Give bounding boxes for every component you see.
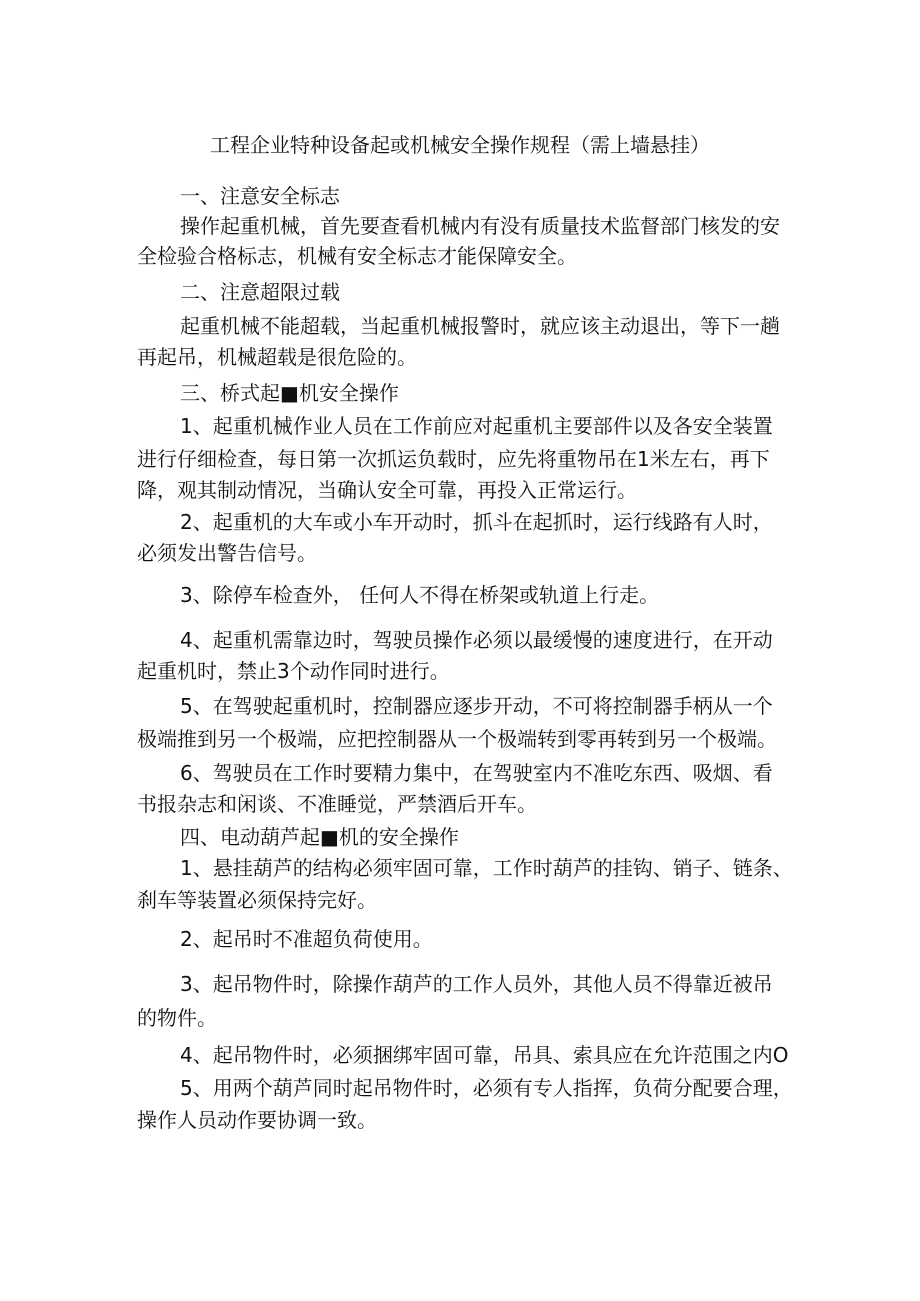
paragraph-line: 4、起重机需靠边时，驾驶员操作必须以最缓慢的速度进行，在开动 — [180, 628, 773, 652]
section-heading-3: 三、桥式起■机安全操作 — [180, 381, 399, 405]
paragraph-line: 刹车等装置必须保持完好。 — [137, 888, 377, 912]
paragraph-line: 起重机械不能超载，当起重机械报警时，就应该主动退出，等下一趟 — [180, 314, 780, 338]
paragraph-line: 4、起吊物件时，必须捆绑牢固可靠，吊具、索具应在允许范围之内O — [180, 1043, 789, 1067]
paragraph-line: 5、用两个葫芦同时起吊物件时，必须有专人指挥，负荷分配要合理， — [180, 1076, 793, 1100]
section-heading-2: 二、注意超限过载 — [180, 280, 340, 304]
paragraph-line: 的物件。 — [137, 1006, 217, 1030]
paragraph-line: 全检验合格标志，机械有安全标志才能保障安全。 — [137, 244, 577, 268]
paragraph-line: 5、在驾驶起重机时，控制器应逐步开动，不可将控制器手柄从一个 — [180, 694, 773, 718]
paragraph-line: 6、驾驶员在工作时要精力集中，在驾驶室内不准吃东西、吸烟、看 — [180, 761, 773, 785]
paragraph-line: 降，观其制动情况，当确认安全可靠，再投入正常运行。 — [137, 478, 637, 502]
paragraph-line: 极端推到另一个极端，应把控制器从一个极端转到零再转到另一个极端。 — [137, 727, 777, 751]
paragraph-line: 书报杂志和闲谈、不准睡觉，严禁酒后开车。 — [137, 792, 537, 816]
paragraph-line: 操作起重机械，首先要查看机械内有没有质量技术监督部门核发的安 — [180, 214, 780, 238]
paragraph-line: 3、除停车检查外， 任何人不得在桥架或轨道上行走。 — [180, 583, 660, 607]
paragraph-line: 2、起重机的大车或小车开动时，抓斗在起抓时，运行线路有人时， — [180, 510, 773, 534]
section-heading-1: 一、注意安全标志 — [180, 184, 340, 208]
paragraph-line: 再起吊，机械超载是很危险的。 — [137, 345, 417, 369]
paragraph-line: 3、起吊物件时，除操作葫芦的工作人员外，其他人员不得靠近被吊 — [180, 972, 773, 996]
paragraph-line: 2、起吊时不准超负荷使用。 — [180, 927, 433, 951]
paragraph-line: 起重机时，禁止3个动作同时进行。 — [137, 659, 450, 683]
paragraph-line: 1、起重机械作业人员在工作前应对起重机主要部件以及各安全装置 — [180, 414, 773, 438]
paragraph-line: 进行仔细检查，每日第一次抓运负载时，应先将重物吊在1米左右，再下 — [137, 447, 770, 471]
paragraph-line: 操作人员动作要协调一致。 — [137, 1108, 377, 1132]
document-title: 工程企业特种设备起或机械安全操作规程（需上墙悬挂） — [210, 133, 710, 157]
section-heading-4: 四、电动葫芦起■机的安全操作 — [180, 825, 459, 849]
paragraph-line: 1、悬挂葫芦的结构必须牢固可靠，工作时葫芦的挂钩、销子、链条、 — [180, 856, 793, 880]
paragraph-line: 必须发出警告信号。 — [137, 541, 317, 565]
